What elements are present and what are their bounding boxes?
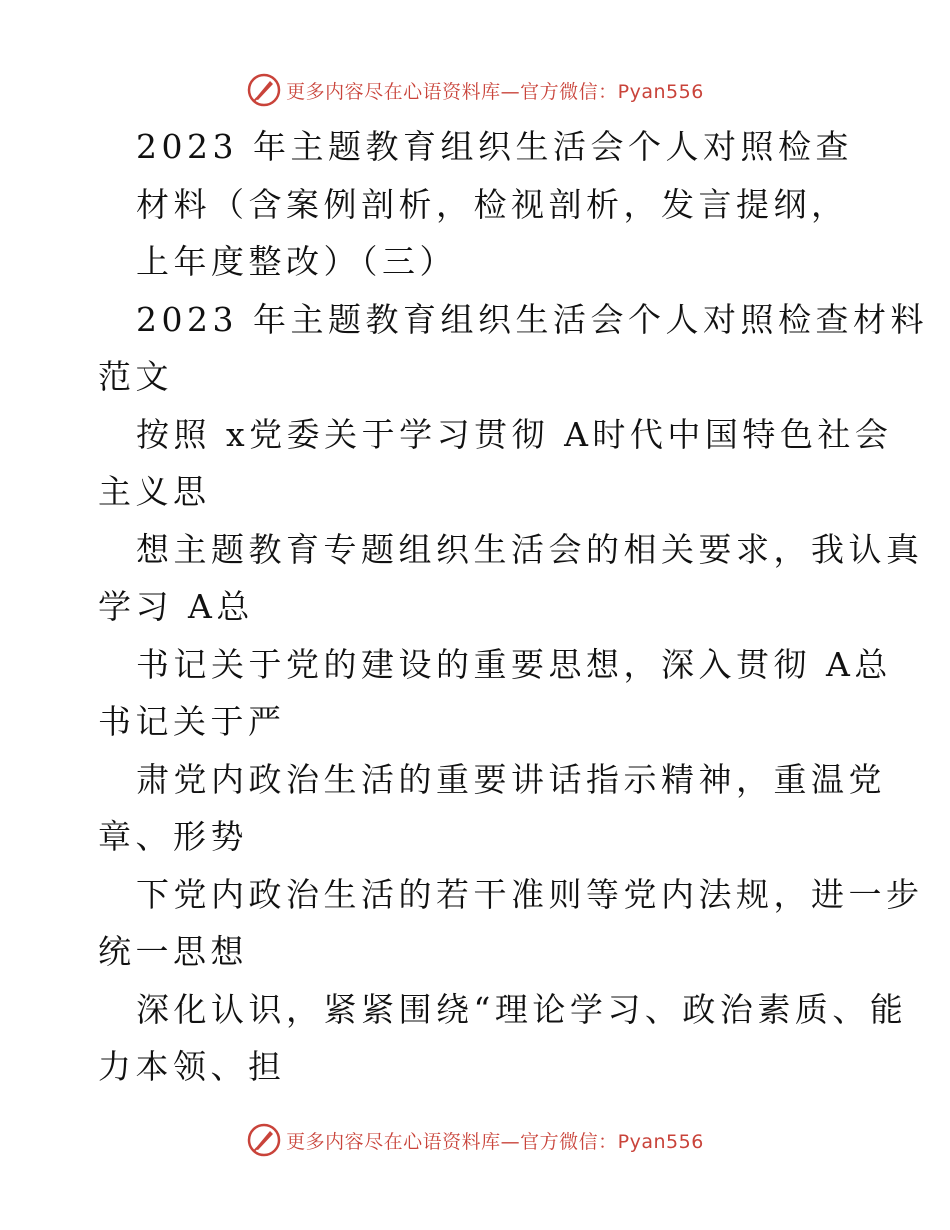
paragraph-line: 深化认识，紧紧围绕“理论学习、政治素质、能 xyxy=(136,989,908,1029)
footer-banner-text: 更多内容尽在心语资料库—官方微信：Pyan556 xyxy=(286,1130,704,1153)
paragraph-line: 统一思想 xyxy=(98,932,248,971)
paragraph-line: 书记关于严 xyxy=(98,702,286,741)
paragraph-line: 按照 x党委关于学习贯彻 A时代中国特色社会 xyxy=(136,414,893,454)
paragraph-line: 书记关于党的建设的重要思想，深入贯彻 A总 xyxy=(136,644,892,684)
header-watermark-banner xyxy=(0,70,950,110)
title-line-3: 上年度整改）（三） xyxy=(136,242,457,281)
header-banner-text: 更多内容尽在心语资料库—官方微信：Pyan556 xyxy=(286,80,704,103)
title-line-1: 2023 年主题教育组织生活会个人对照检查 xyxy=(136,127,853,166)
quill-logo-icon xyxy=(246,72,282,108)
subtitle-line-1: 2023 年主题教育组织生活会个人对照检查材料 xyxy=(136,299,928,339)
paragraph-line: 肃党内政治生活的重要讲话指示精神，重温党 xyxy=(136,759,886,799)
paragraph-line: 主义思 xyxy=(98,472,211,511)
title-line-2: 材料（含案例剖析，检视剖析，发言提纲， xyxy=(136,184,849,224)
paragraph-line: 章、形势 xyxy=(98,817,248,856)
quill-logo-icon xyxy=(246,1122,282,1158)
paragraph-line: 学习 A总 xyxy=(98,587,254,626)
subtitle-line-2: 范文 xyxy=(98,357,173,396)
paragraph-line: 想主题教育专题组织生活会的相关要求，我认真 xyxy=(136,529,924,569)
paragraph-line: 力本领、担 xyxy=(98,1047,286,1086)
paragraph-line: 下党内政治生活的若干准则等党内法规，进一步 xyxy=(136,874,924,914)
document-body xyxy=(98,118,928,1096)
footer-watermark-banner xyxy=(0,1120,950,1160)
